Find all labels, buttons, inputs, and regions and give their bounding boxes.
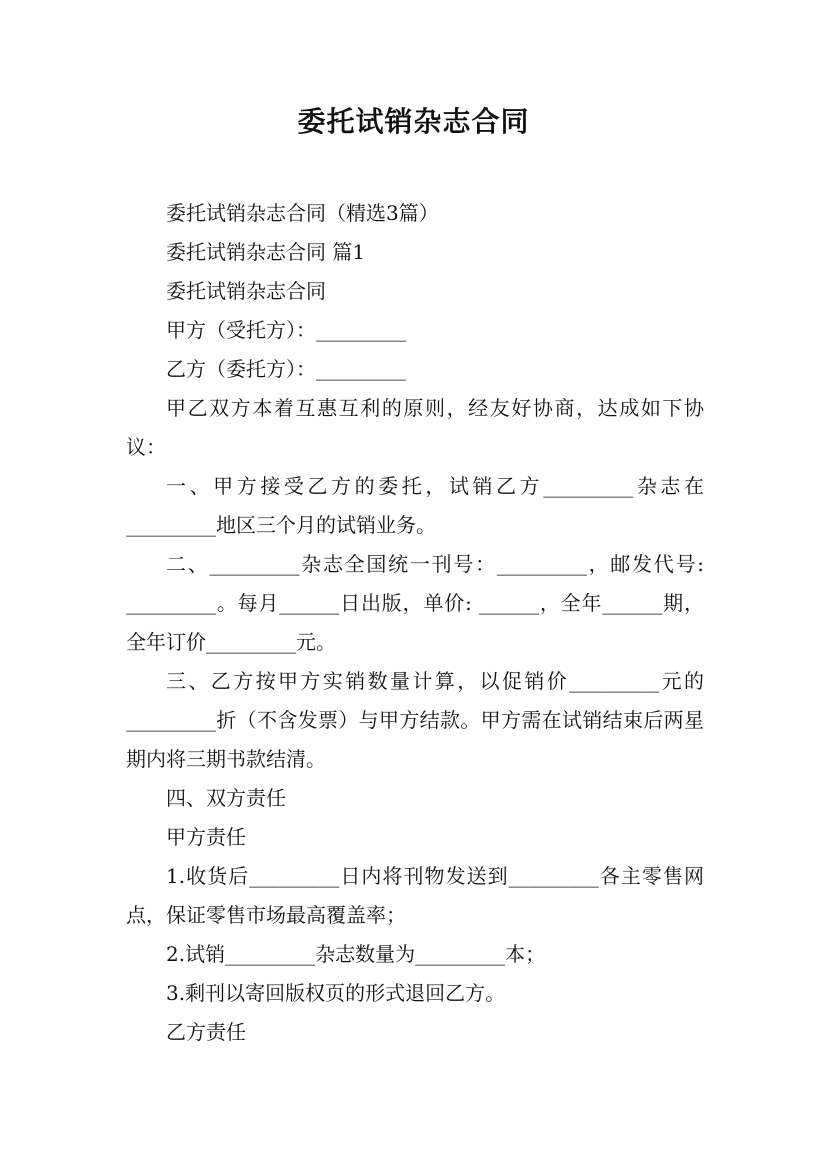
paragraph: 甲乙双方本着互惠互利的原则，经友好协商，达成如下协议： [126, 396, 704, 459]
party-b-duties-heading: 乙方责任 [166, 1020, 246, 1044]
paragraph: 委托试销杂志合同 篇1 [166, 240, 366, 264]
clause-1: 一、甲方接受乙方的委托，试销乙方_________杂志在_________地区三个月的试销业务。 [126, 474, 704, 537]
paragraph: 委托试销杂志合同（精选3篇） [166, 201, 439, 225]
clause-3: 三、乙方按甲方实销数量计算，以促销价_________元的_________折（不含发票）与甲方结款。甲方需在试销结束后两星期内将三期书款结清。 [126, 669, 704, 771]
party-a-duties-heading: 甲方责任 [166, 825, 246, 849]
document-body [126, 194, 704, 1052]
clause-2: 二、_________杂志全国统一刊号：_________，邮发代号: _________。每月______日出版，单价: ______，全年______期，全年订价_________元。 [126, 552, 704, 654]
party-a-line: 甲方（受托方）：_________ [166, 318, 406, 342]
party-b-line: 乙方（委托方）：_________ [166, 357, 406, 381]
paragraph: 委托试销杂志合同 [166, 279, 326, 303]
duty-item: 3.剩刊以寄回版权页的形式退回乙方。 [166, 981, 506, 1005]
duty-item: 2.试销_________杂志数量为_________本； [166, 942, 546, 966]
clause-4-heading: 四、双方责任 [166, 786, 286, 810]
document-title: 委托试销杂志合同 [297, 105, 530, 138]
duty-item: 1.收货后_________日内将刊物发送到_________各主零售网点，保证零售市场最高覆盖率； [126, 864, 704, 927]
